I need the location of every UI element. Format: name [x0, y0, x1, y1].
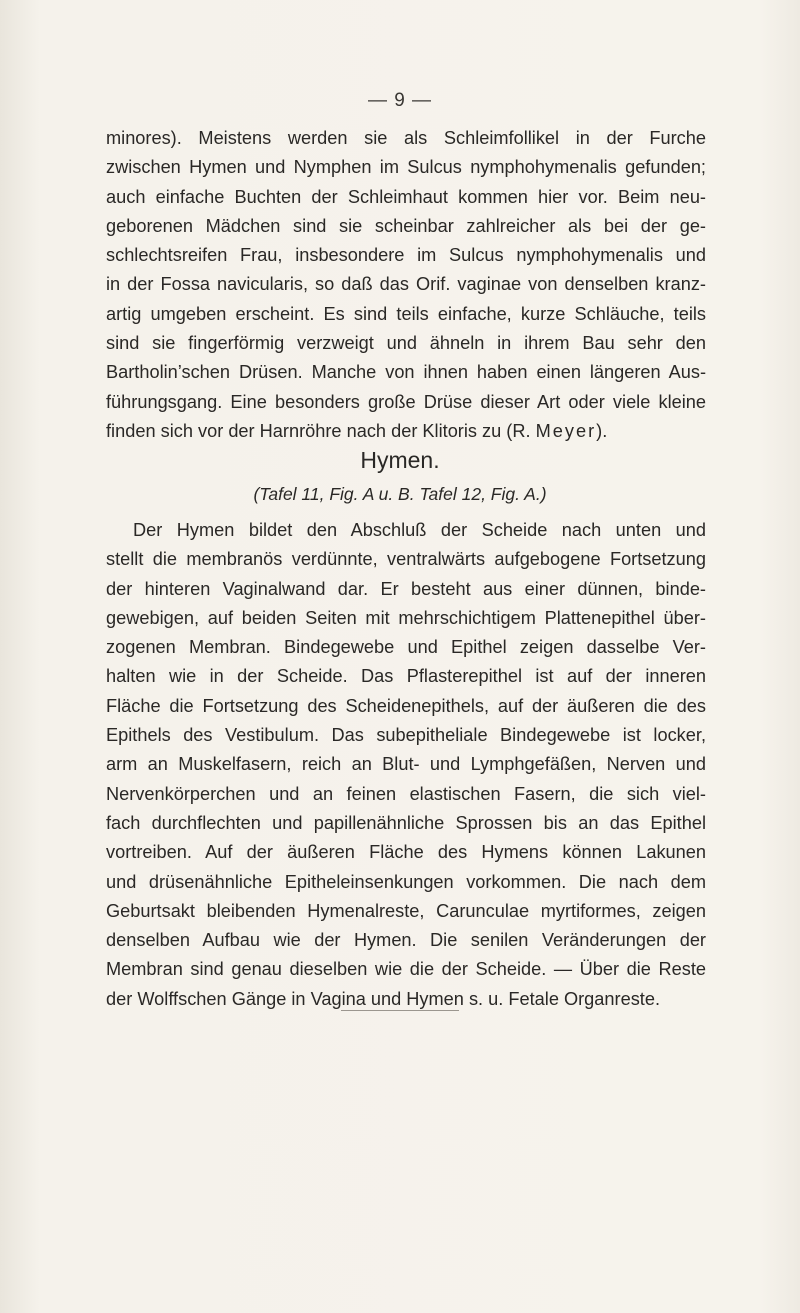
text-line-prefix: finden sich vor der Harnröhre nach der Klitoris zu (R. [106, 420, 536, 441]
text-line: auch einfache Buchten der Schleimhaut kommen hier vor. Beim neu- [106, 186, 706, 207]
figure-reference: (Tafel 11, Fig. A u. B. Tafel 12, Fig. A.) [253, 484, 547, 504]
paragraph-glands [106, 124, 706, 446]
text-line: gewebigen, auf beiden Seiten mit mehrschichtigem Plattenepithel über- [106, 607, 706, 628]
text-line: artig umgeben erscheint. Es sind teils einfache, kurze Schläuche, teils [106, 303, 706, 324]
author-name: Meyer [535, 420, 597, 441]
text-line: Fläche die Fortsetzung des Scheidenepithels, auf der äußeren die des [106, 695, 706, 716]
text-line-suffix: ). [596, 420, 608, 441]
section-heading: Hymen. [360, 447, 440, 473]
text-line: Nervenkörperchen und an feinen elastischen Fasern, die sich viel- [106, 783, 706, 804]
text-line: sind sie fingerförmig verzweigt und ähneln in ihrem Bau sehr den [106, 333, 706, 354]
text-line: halten wie in der Scheide. Das Pflasterepithel ist auf der inneren [106, 666, 706, 687]
text-line: fach durchflechten und papillenähnliche Sprossen bis an das Epithel [106, 812, 706, 833]
text-line: denselben Aufbau wie der Hymen. Die senilen Veränderungen der [106, 930, 706, 951]
text-line: zwischen Hymen und Nymphen im Sulcus nymphohymenalis gefunden; [106, 157, 706, 178]
text-line: Epithels des Vestibulum. Das subepitheliale Bindegewebe ist locker, [106, 725, 706, 746]
text-line: in der Fossa navicularis, so daß das Orif. vaginae von denselben kranz- [106, 274, 706, 295]
text-line: führungsgang. Eine besonders große Drüse dieser Art oder viele kleine [106, 391, 706, 412]
text-line-last: der Wolffschen Gänge in Vagina und Hymen s. u. Fetale Organreste. [106, 988, 661, 1009]
page-number: — 9 — [367, 90, 433, 111]
text-line: Membran sind genau dieselben wie die der Scheide. — Über die Reste [106, 959, 706, 980]
text-line-last [106, 417, 706, 446]
text-line: der hinteren Vaginalwand dar. Er besteht aus einer dünnen, binde- [106, 578, 706, 599]
text-line: zogenen Membran. Bindegewebe und Epithel zeigen dasselbe Ver- [106, 637, 706, 658]
text-line: schlechtsreifen Frau, insbesondere im Sulcus nymphohymenalis und [106, 245, 706, 266]
text-line: minores). Meistens werden sie als Schleimfollikel in der Furche [106, 128, 706, 148]
text-line: geborenen Mädchen sind sie scheinbar zahlreicher als bei der ge- [106, 215, 706, 236]
paragraph-hymen [106, 516, 706, 1014]
text-line: und drüsenähnliche Epitheleinsenkungen vorkommen. Die nach dem [106, 871, 706, 892]
text-line: vortreiben. Auf der äußeren Fläche des Hymens können Lakunen [106, 842, 706, 863]
text-line: Geburtsakt bleibenden Hymenalreste, Carunculae myrtiformes, zeigen [106, 900, 706, 921]
section-divider [341, 1010, 459, 1011]
text-line: arm an Muskelfasern, reich an Blut- und Lymphgefäßen, Nerven und [106, 754, 706, 775]
text-line: stellt die membranös verdünnte, ventralwärts aufgebogene Fortsetzung [106, 549, 706, 570]
text-line: Der Hymen bildet den Abschluß der Scheide nach unten und [133, 520, 706, 540]
text-line: Bartholin’schen Drüsen. Manche von ihnen haben einen längeren Aus- [106, 362, 706, 383]
